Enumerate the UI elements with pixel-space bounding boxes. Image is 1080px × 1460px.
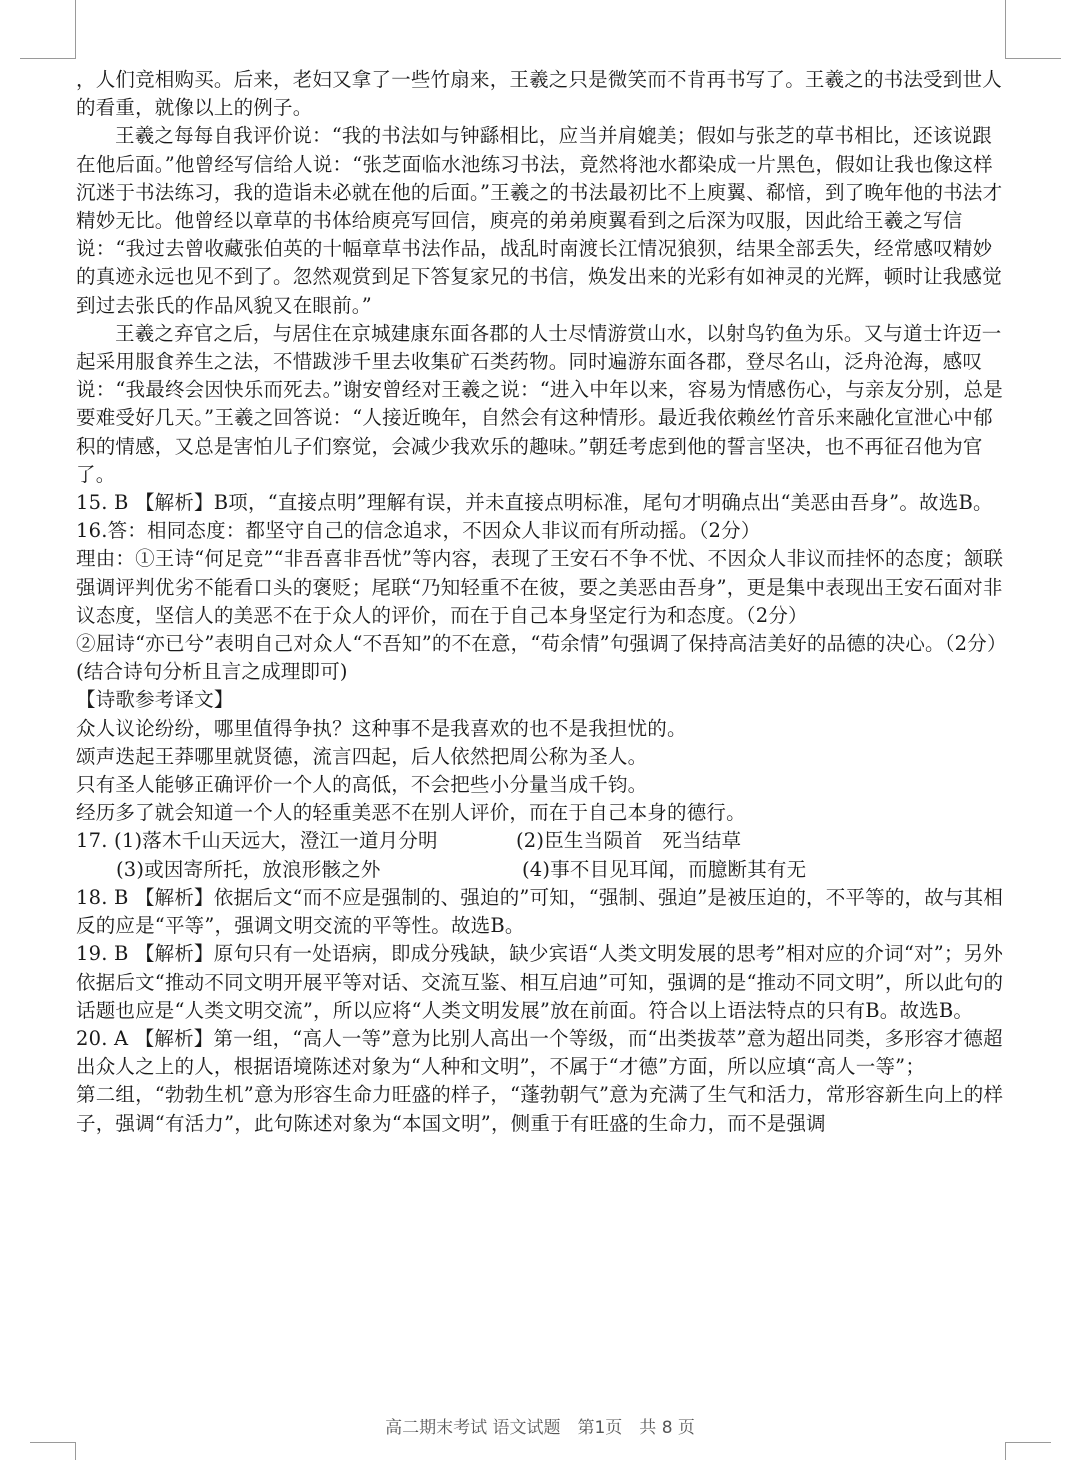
answer-16: 16.答：相同态度：都坚守自己的信念追求，不因众人非议而有所动摇。（2分） (76, 519, 761, 543)
poem-line: 经历多了就会知道一个人的轻重美恶不在别人评价，而在于自己本身的德行。 (76, 801, 746, 825)
crop-mark-top-right-v (1005, 0, 1006, 58)
answer-17-item-4: (4)事不目见耳闻，而臆断其有无 (522, 857, 807, 881)
crop-mark-top-right-h (1005, 58, 1061, 59)
poem-translation-title: 【诗歌参考译文】 (76, 688, 234, 712)
translation-paragraph-2: 王羲之每每自我评价说：“我的书法如与钟繇相比，应当并肩媲美；假如与张芝的草书相比，还该说跟在他后面。”他曾经写信给人说：“张芝面临水池练习书法，竟然将池水都染成一片黑色，假如让我也像这样沉迷于书法练习，我的造诣未必就在他的后面。”王羲之的书法最初比不上庾翼、郗愔，到了晚年他的书法才精妙无比。他曾经以章草的书体给庾亮写回信，庾亮的弟弟庾翼看到之后深为叹服，因此给王羲之写信说：“我过去曾收藏张伯英的十幅章草书法作品，战乱时南渡长江情况狼狈，结果全部丢失，经常感叹精妙的真迹永远也见不到了。忽然观赏到足下答复家兄的书信，焕发出来的光彩有如神灵的光辉，顿时让我感觉到过去张氏的作品风貌又在眼前。” (76, 124, 1003, 317)
crop-mark-bottom-left-v (75, 1442, 76, 1460)
answer-20-part-1: 20. A 【解析】第一组，“高人一等”意为比别人高出一个等级，而“出类拔萃”意为超出同类，多形容才德超出众人之上的人，根据语境陈述对象为“人种和文明”，不属于“才德”方面，所以应填“高人一等”； (76, 1026, 1003, 1079)
document-body (76, 66, 1017, 1138)
answer-17-item-2: (2)臣生当陨首 死当结草 (516, 829, 742, 853)
answer-17-row-1 (76, 827, 1006, 855)
crop-mark-bottom-left-h (30, 1442, 76, 1443)
answer-20-part-2: 第二组，“勃勃生机”意为形容生命力旺盛的样子，“蓬勃朝气”意为充满了生气和活力，常形容新生向上的样子，强调“有活力”，此句陈述对象为“本国文明”，侧重于有旺盛的生命力，而不是强调 (76, 1083, 1004, 1135)
answer-16-reason-1: 理由：①王诗“何足竞”“非吾喜非吾忧”等内容，表现了王安石不争不忧、不因众人非议而挂怀的态度；颔联强调评判优劣不能看口头的褒贬；尾联“乃知轻重不在彼，要之美恶由吾身”，更是集中表现出王安石面对非议态度，坚信人的美恶不在于众人的评价，而在于自己本身坚定行为和态度。（2分） (76, 547, 1004, 627)
crop-mark-top-left-v (75, 0, 76, 58)
answer-17-label: 17. (76, 829, 108, 853)
answer-19: 19. B 【解析】原句只有一处语病，即成分残缺，缺少宾语“人类文明发展的思考”相对应的介词“对”；另外依据后文“推动不同文明开展平等对话、交流互鉴、相互启迪”可知，强调的是“推动不同文明”，所以此句的话题也应是“人类文明交流”，所以应将“人类文明发展”放在前面。符合以上语法特点的只有B。故选B。 (76, 942, 1004, 1022)
crop-mark-top-left-h (20, 58, 76, 59)
page-footer: 高二期末考试 语文试题 第1页 共 8 页 (385, 1418, 695, 1438)
answer-17-row-2 (76, 856, 1006, 884)
crop-mark-bottom-right-h (1005, 1442, 1051, 1443)
translation-paragraph-3: 王羲之弃官之后，与居住在京城建康东面各郡的人士尽情游赏山水，以射鸟钓鱼为乐。又与道士许迈一起采用服食养生之法，不惜跋涉千里去收集矿石类药物。同时遍游东面各郡，登尽名山，泛舟沧海，感叹说：“我最终会因快乐而死去。”谢安曾经对王羲之说：“进入中年以来，容易为情感伤心，与亲友分别，总是要难受好几天。”王羲之回答说：“人接近晚年，自然会有这种情形。最近我依赖丝竹音乐来融化宣泄心中郁积的情感，又总是害怕儿子们察觉，会减少我欢乐的趣味。”朝廷考虑到他的誓言坚决，也不再征召他为官了。 (76, 321, 1003, 486)
answer-18: 18. B 【解析】依据后文“而不应是强制的、强迫的”可知，“强制、强迫”是被压迫的，不平等的，故与其相反的应是“平等”，强调文明交流的平等性。故选B。 (76, 885, 1004, 938)
answer-17-item-1: (1)落木千山天远大，澄江一道月分明 (114, 829, 438, 853)
answer-16-reason-2: ②屈诗“亦已兮”表明自己对众人“不吾知”的不在意，“苟余情”句强调了保持高洁美好的品德的决心。（2分） (结合诗句分析且言之成理即可) (76, 632, 1017, 684)
poem-line: 颂声迭起王莽哪里就贤德，流言四起，后人依然把周公称为圣人。 (76, 744, 648, 768)
translation-paragraph-1: ，人们竞相购买。后来，老妇又拿了一些竹扇来，王羲之只是微笑而不肯再书写了。王羲之的书法受到世人的看重，就像以上的例子。 (76, 68, 1002, 120)
answer-15: 15. B 【解析】B项，“直接点明”理解有误，并未直接点明标准，尾句才明确点出“美恶由吾身”。故选B。 (76, 491, 993, 515)
poem-line: 只有圣人能够正确评价一个人的高低，不会把些小分量当成千钧。 (76, 773, 648, 797)
answer-17-item-3: (3)或因寄所托，放浪形骸之外 (116, 857, 381, 881)
poem-line: 众人议论纷纷，哪里值得争执？这种事不是我喜欢的也不是我担忧的。 (76, 716, 687, 740)
crop-mark-bottom-right-v (1005, 1442, 1006, 1460)
